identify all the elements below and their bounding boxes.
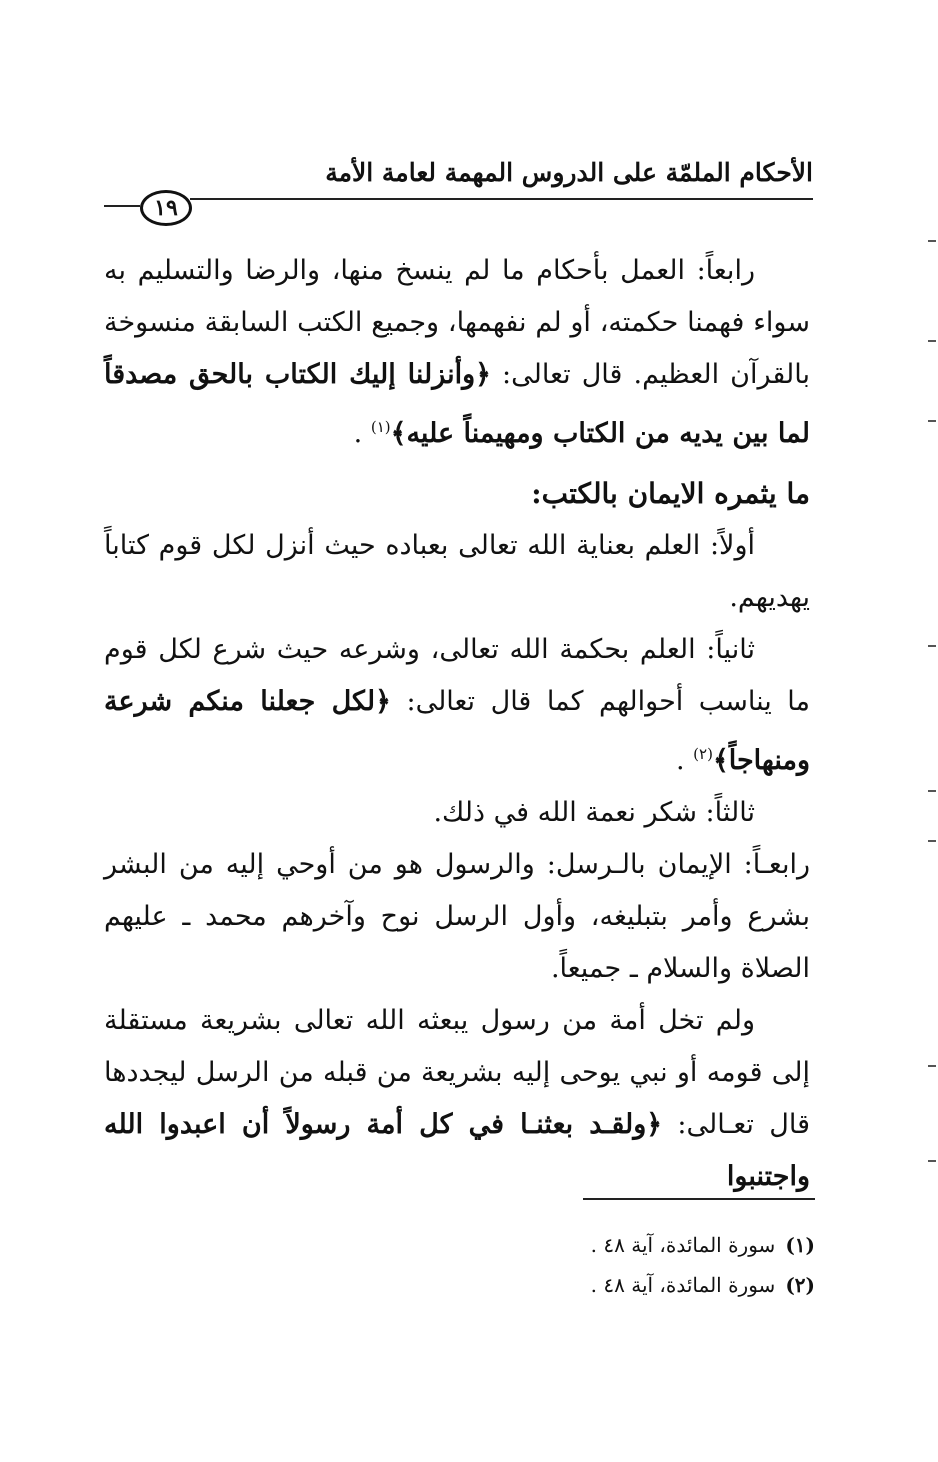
footnote-number: (٢): [785, 1273, 815, 1297]
paragraph-fourth: [104, 245, 810, 460]
main-text: [104, 245, 810, 1203]
paragraph-text: ولم تخل أمة من رسول يبعثه الله تعالى بشريعة مستقلة إلى قومه أو نبي يوحى إليه بشريعة من قبله من الرسل ليجددها قال تعـالى:: [104, 1005, 810, 1140]
footnote-text: سورة المائدة، آية ٤٨ .: [590, 1273, 776, 1297]
paragraph-first-fruit: أولاً: العلم بعناية الله تعالى بعباده حيث أنزل لكل قوم كتاباً يهديهم.: [104, 530, 810, 613]
footnote-text: سورة المائدة، آية ٤٨ .: [590, 1233, 776, 1257]
scan-edge-mark: [928, 340, 936, 342]
page-number-badge: ١٩: [140, 190, 192, 226]
footnote-ref-2[interactable]: (٢): [693, 745, 713, 763]
quran-verse: ﴿ولقـد بعثنـا في كل أمة رسولاً أن اعبدوا الله واجتنبوا: [104, 1109, 810, 1192]
paragraph-text: رابعاً: العمل بأحكام ما لم ينسخ منها، والرضا والتسليم به سواء فهمنا حكمته، أو لم نفهمها، وجميع الكتب السابقة منسوخة بالقرآن العظيم. قال تعالى:: [104, 255, 810, 390]
paragraph-end: .: [353, 418, 371, 449]
section-heading: ما يثمره الايمان بالكتب:: [531, 477, 810, 510]
scan-edge-mark: [928, 1160, 936, 1162]
paragraph-text: ثانياً: العلم بحكمة الله تعالى، وشرعه حيث شرع لكل قوم ما يناسب أحوالهم كما قال تعالى:: [104, 634, 810, 717]
quran-verse: ﴿وأنزلنا إليك الكتاب بالحق مصدقاً لما بين يديه من الكتاب ومهيمناً عليه﴾: [104, 359, 810, 449]
paragraph-third-fruit: ثالثاً: شكر نعمة الله في ذلك.: [433, 797, 755, 828]
paragraph-nations: [104, 995, 810, 1203]
scan-edge-mark: [928, 645, 936, 647]
paragraph-messengers: رابعـاً: الإيمان بالـرسل: والرسول هو من أوحي إليه من البشر بشرع وأمر بتبليغه، وأول الرسل نوح وآخرهم محمد ـ عليهم الصلاة والسلام ـ جميعاً.: [104, 849, 810, 984]
scan-edge-mark: [928, 1065, 936, 1067]
running-header-title: الأحكام الملمّة على الدروس المهمة لعامة الأمة: [325, 158, 813, 187]
paragraph-second-fruit: [104, 624, 810, 787]
footnote-number: (١): [785, 1233, 815, 1257]
scan-edge-mark: [928, 240, 936, 242]
scan-edge-mark: [928, 840, 936, 842]
footnotes: [315, 1225, 815, 1305]
quran-verse: ﴿لكل جعلنا منكم شرعة ومنهاجاً﴾: [104, 686, 810, 776]
footnote-item: [315, 1225, 815, 1265]
header-rule-left: [104, 205, 140, 207]
footnote-ref-1[interactable]: (١): [370, 418, 391, 436]
paragraph-end: .: [675, 745, 694, 776]
header-rule: [190, 198, 813, 200]
footnote-item: [315, 1265, 815, 1305]
footnote-separator: [583, 1198, 815, 1200]
scan-edge-mark: [928, 790, 936, 792]
scan-edge-mark: [928, 420, 936, 422]
